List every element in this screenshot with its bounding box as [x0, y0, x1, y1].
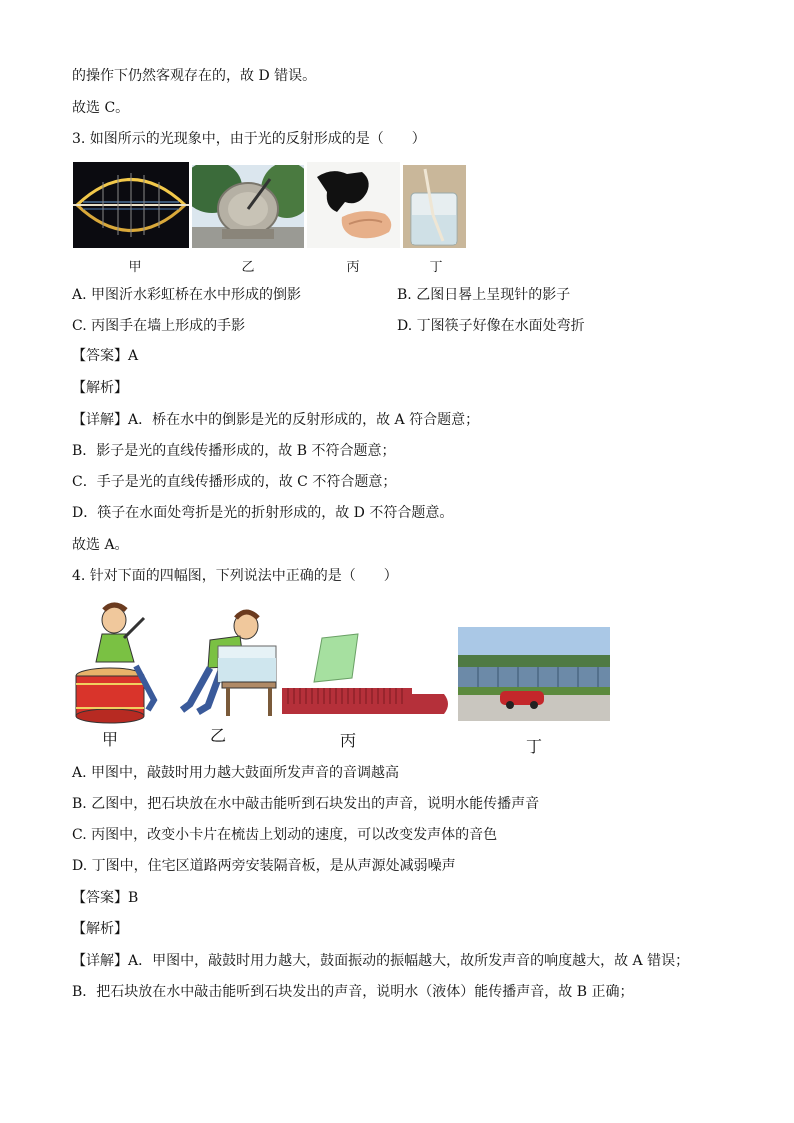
q4-detail-1: 【详解】A．甲图中，敲鼓时用力越大，鼓面振动的振幅越大，故所发声音的响度越大，故 A 错误； — [72, 953, 690, 969]
q4-figure-bing-comb — [278, 632, 454, 720]
q4-answer: 【答案】B — [72, 890, 139, 906]
q4-option-a: A. 甲图中，敲鼓时用力越大鼓面所发声音的音调越高 — [72, 765, 400, 781]
q3-option-d: D. 丁图筷子好像在水面处弯折 — [397, 318, 585, 334]
q3-detail-1: 【详解】A．桥在水中的倒影是光的反射形成的，故 A 符合题意； — [72, 412, 480, 428]
q3-conclusion: 故选 A。 — [72, 537, 129, 553]
q3-option-c: C. 丙图手在墙上形成的手影 — [72, 318, 246, 334]
q3-caption-bing: 丙 — [346, 260, 360, 275]
q3-figure-jia-bridge — [73, 162, 189, 248]
q4-option-b: B. 乙图中，把石块放在水中敲击能听到石块发出的声音，说明水能传播声音 — [72, 796, 540, 812]
q3-caption-jia: 甲 — [128, 260, 142, 275]
q4-caption-bing: 丙 — [340, 731, 357, 750]
q4-option-c: C. 丙图中，改变小卡片在梳齿上划动的速度，可以改变发声体的音色 — [72, 827, 498, 843]
q3-caption-yi: 乙 — [241, 260, 255, 275]
q3-answer: 【答案】A — [72, 348, 139, 364]
q3-option-b: B. 乙图日晷上呈现针的影子 — [397, 287, 571, 303]
q3-detail-3: C．手子是光的直线传播形成的，故 C 不符合题意； — [72, 474, 397, 490]
q4-figure-yi-tank — [160, 606, 278, 718]
q4-detail-2: B．把石块放在水中敲击能听到石块发出的声音，说明水（液体）能传播声音，故 B 正确； — [72, 984, 634, 1000]
q4-figure-jia-drum — [74, 600, 160, 724]
q4-caption-jia: 甲 — [102, 730, 119, 749]
q3-figure-ding-chopstick — [403, 165, 466, 248]
question-3-stem: 3. 如图所示的光现象中，由于光的反射形成的是（ ） — [72, 131, 426, 147]
q3-caption-ding: 丁 — [429, 260, 443, 275]
page-text-l1: 故选 C。 — [72, 100, 130, 116]
question-4-stem: 4. 针对下面的四幅图，下列说法中正确的是（ ） — [72, 568, 398, 584]
q4-analysis-heading: 【解析】 — [72, 921, 128, 937]
q4-option-d: D. 丁图中，住宅区道路两旁安装隔音板，是从声源处减弱噪声 — [72, 858, 456, 874]
q4-caption-ding: 丁 — [526, 737, 543, 756]
page-text-l0: 的操作下仍然客观存在的，故 D 错误。 — [72, 68, 317, 84]
q4-caption-yi: 乙 — [210, 726, 227, 745]
q4-figure-ding-barrier — [458, 627, 610, 721]
q3-option-a: A. 甲图沂水彩虹桥在水中形成的倒影 — [72, 287, 302, 303]
q3-figure-yi-sundial — [192, 165, 304, 248]
q3-figure-bing-hand-shadow — [307, 162, 400, 248]
q3-analysis-heading: 【解析】 — [72, 380, 128, 396]
q3-detail-4: D．筷子在水面处弯折是光的折射形成的，故 D 不符合题意。 — [72, 505, 454, 521]
q3-detail-2: B．影子是光的直线传播形成的，故 B 不符合题意； — [72, 443, 396, 459]
